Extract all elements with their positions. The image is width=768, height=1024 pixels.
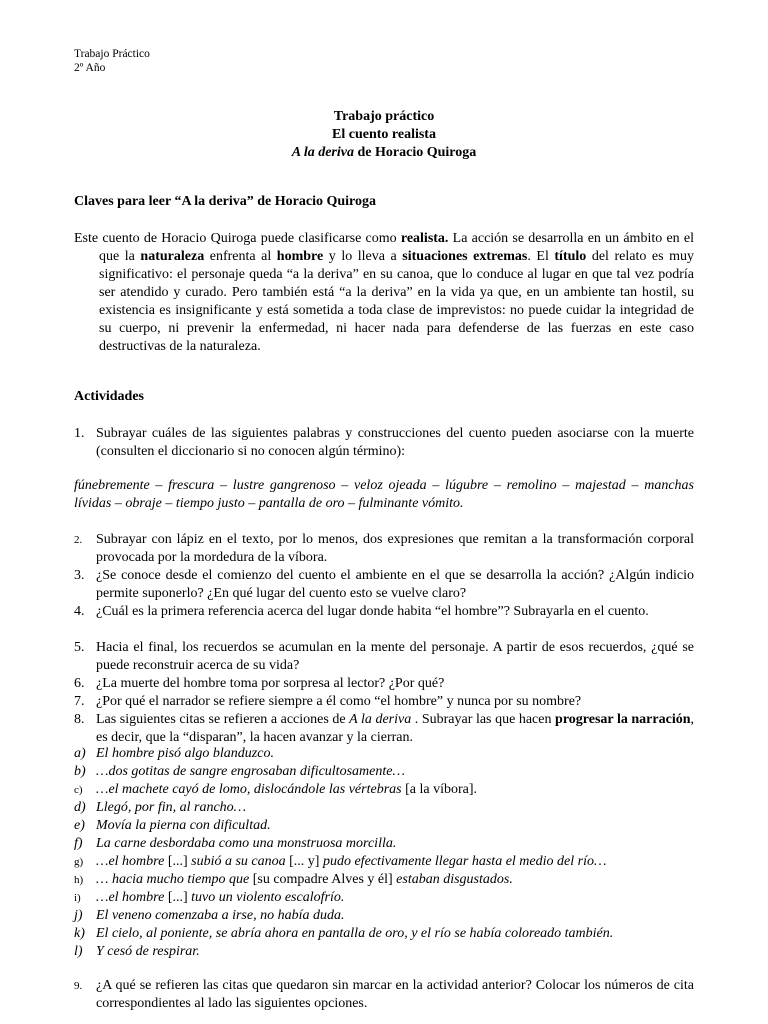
title-line-2: El cuento realista [332, 127, 436, 142]
title-story-name: A la deriva [291, 145, 354, 160]
intro-bold-titulo: título [554, 249, 587, 264]
cita-text: Movía la pierna con dificultad. [96, 818, 271, 833]
activity-6 [74, 675, 694, 693]
cita-italic-2: subió a su canoa [191, 854, 286, 869]
cita-l [74, 943, 694, 961]
cita-italic-3: pudo efectivamente llegar hasta el medio del río… [322, 854, 607, 869]
activity-text [96, 711, 694, 747]
activity-text: ¿Cuál es la primera referencia acerca del lugar donde habita “el hombre”? Subrayarla en el cuento. [96, 604, 649, 619]
act8-text-1: Las siguientes citas se refieren a acciones de [96, 712, 350, 727]
cita-letter: j) [74, 908, 83, 923]
intro-text-5: . El [527, 249, 555, 264]
cita-text: Y cesó de respirar. [96, 944, 200, 959]
cita-letter: b) [74, 764, 86, 779]
activity-text: ¿La muerte del hombre toma por sorpresa al lector? ¿Por qué? [96, 676, 445, 691]
cita-letter: d) [74, 800, 86, 815]
activity-7 [74, 693, 694, 711]
intro-bold-situaciones: situaciones extremas [402, 249, 528, 264]
cita-italic: …el hombre [96, 890, 165, 905]
cita-italic: …el machete cayó de lomo, dislocándole las vértebras [96, 782, 402, 797]
activity-text: ¿Por qué el narrador se refiere siempre a él como “el hombre” y nunca por su nombre? [96, 694, 582, 709]
act8-text-2: . Subrayar las que hacen [411, 712, 556, 727]
cita-e [74, 817, 694, 835]
cita-text [96, 781, 694, 799]
cita-italic: … hacia mucho tiempo que [96, 872, 250, 887]
cita-letter: i) [74, 892, 81, 904]
activity-text: Subrayar cuáles de las siguientes palabras y construcciones del cuento pueden asociarse con la muerte (consulten el diccionario si no conocen algún término): [96, 426, 694, 459]
activity-1 [74, 425, 694, 461]
header-course: Trabajo Práctico [74, 48, 150, 60]
header-year: 2º Año [74, 62, 106, 74]
intro-bold-naturaleza: naturaleza [140, 249, 205, 264]
activity-text: Hacia el final, los recuerdos se acumulan en la mente del personaje. A partir de esos recuerdos, ¿qué se puede reconstruir acerca de su vida? [96, 640, 694, 673]
cita-text [96, 853, 694, 871]
cita-letter: k) [74, 926, 85, 941]
cita-j [74, 907, 694, 925]
activity-number: 1. [74, 426, 85, 441]
cita-text [96, 871, 694, 889]
intro-text-1: Este cuento de Horacio Quiroga puede clasificarse como [74, 231, 401, 246]
intro-text-3: enfrenta al [204, 249, 277, 264]
cita-plain: [su compadre Alves y él] [249, 872, 397, 887]
cita-i [74, 889, 694, 907]
cita-text: La carne desbordaba como una monstruosa morcilla. [96, 836, 397, 851]
activity-number: 5. [74, 640, 85, 655]
cita-text: El hombre pisó algo blanduzco. [96, 746, 274, 761]
activity-4 [74, 603, 694, 639]
activity-number: 9. [74, 980, 83, 992]
cita-g [74, 853, 694, 871]
cita-letter: e) [74, 818, 85, 833]
activity-number: 3. [74, 568, 85, 583]
intro-paragraph [74, 230, 694, 356]
activity-number: 6. [74, 676, 85, 691]
word-list: fúnebremente – frescura – lustre gangrenoso – veloz ojeada – lúgubre – remolino – majestad – manchas lívidas – obraje – tiempo justo – pantalla de oro – fulminante vómito. [74, 478, 694, 511]
intro-bold-hombre: hombre [276, 249, 324, 264]
activity-text: ¿A qué se refieren las citas que quedaron sin marcar en la actividad anterior? Colocar los números de cita correspondientes al lado las siguientes opciones. [96, 978, 694, 1011]
activity-text: Subrayar con lápiz en el texto, por lo menos, dos expresiones que remitan a la transformación corporal provocada por la mordedura de la víbora. [96, 532, 694, 565]
cita-letter: a) [74, 746, 86, 761]
cita-plain: [...] [164, 890, 192, 905]
activity-number: 2. [74, 534, 83, 546]
cita-plain: [a la víbora]. [401, 782, 478, 797]
cita-text: Llegó, por fin, al rancho… [96, 800, 247, 815]
title-line-3 [74, 144, 694, 161]
cita-c [74, 781, 694, 799]
cita-d [74, 799, 694, 817]
intro-text-4: y lo lleva a [323, 249, 403, 264]
act8-text-3: , es decir, que la “disparan”, la hacen avanzar y la cierran. [96, 712, 694, 745]
act8-story-name: A la deriva [349, 712, 412, 727]
title-line-1: Trabajo práctico [333, 109, 435, 124]
cita-a [74, 745, 694, 763]
cita-italic-2: tuvo un violento escalofrío. [191, 890, 345, 905]
cita-letter: h) [74, 874, 84, 886]
cita-plain-2: [... y] [285, 854, 323, 869]
activity-text: ¿Se conoce desde el comienzo del cuento el ambiente en el que se desarrolla la acción? ¿Algún indicio permite suponerlo? ¿En qué lugar del cuento esto se vuelve claro? [96, 568, 694, 601]
cita-letter: g) [74, 856, 84, 868]
cita-h [74, 871, 694, 889]
cita-letter: l) [74, 944, 83, 959]
cita-italic: …el hombre [96, 854, 165, 869]
cita-f [74, 835, 694, 853]
activity-number: 4. [74, 604, 85, 619]
cita-b [74, 763, 694, 781]
activity-8 [74, 711, 694, 747]
cita-plain: [...] [164, 854, 192, 869]
activity-5 [74, 639, 694, 675]
intro-text-2: La acción se desarrolla en un ámbito en el que la [99, 231, 694, 264]
cita-text [96, 889, 694, 907]
claves-heading: Claves para leer “A la deriva” de Horacio Quiroga [74, 194, 377, 209]
act8-bold-progresar: progresar la narración [555, 712, 691, 727]
activity-2 [74, 531, 694, 567]
cita-k [74, 925, 694, 943]
actividades-heading: Actividades [74, 389, 144, 404]
cita-italic-2: estaban disgustados. [396, 872, 513, 887]
cita-text: El veneno comenzaba a irse, no había duda. [96, 908, 345, 923]
activity-number: 7. [74, 694, 85, 709]
activity-9 [74, 977, 694, 1013]
intro-text-6: del relato es muy significativo: el personaje queda “a la deriva” en su canoa, que lo conduce al lugar en que tal vez podría ser atendido y curado. Pero también está “a la deriva” en la vida ya que, en un ambiente tan hostil, su existencia es insignificante y está sometida a toda clase de imprevistos: no puede cuidar la integridad de su cuerpo, ni prevenir la enfermedad, ni hacer nada para defenderse de las fuerzas en este caso destructivas de la naturaleza. [99, 249, 695, 354]
activity-number: 8. [74, 712, 85, 727]
title-author: de Horacio Quiroga [354, 145, 477, 160]
cita-text: El cielo, al poniente, se abría ahora en pantalla de oro, y el río se había coloreado también. [96, 926, 614, 941]
intro-bold-realista: realista. [400, 231, 449, 246]
cita-letter: f) [74, 836, 83, 851]
cita-text: …dos gotitas de sangre engrosaban dificultosamente… [96, 764, 405, 779]
cita-letter: c) [74, 784, 83, 796]
activity-3 [74, 567, 694, 603]
